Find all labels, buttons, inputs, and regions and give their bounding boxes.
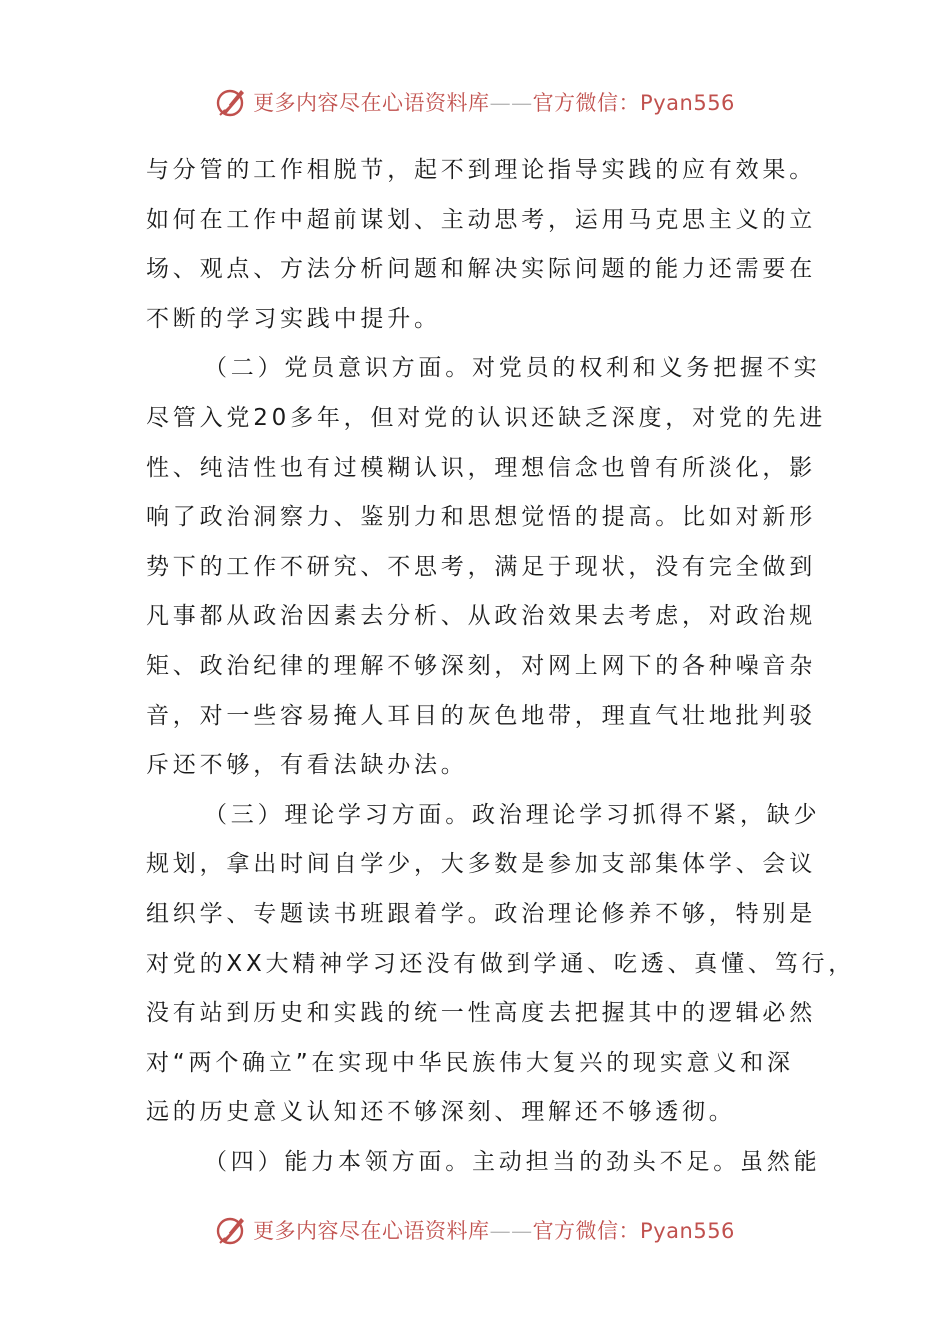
banner-text: 更多内容尽在心语资料库——官方微信：Pyan556 [253,91,735,115]
section-heading-line: （二）党员意识方面。对党员的权利和义务把握不实 [204,355,821,382]
text-line: 凡事都从政治因素去分析、从政治效果去考虑，对政治规 [146,603,816,630]
text-line: 性、纯洁性也有过模糊认识，理想信念也曾有所淡化，影 [146,454,816,481]
text-line: 远的历史意义认知还不够深刻、理解还不够透彻。 [146,1099,736,1126]
text-line: 组织学、专题读书班跟着学。政治理论修养不够，特别是 [146,900,816,927]
text-line: 矩、政治纪律的理解不够深刻，对网上网下的各种噪音杂 [146,652,816,679]
text-line: 响了政治洞察力、鉴别力和思想觉悟的提高。比如对新形 [146,504,816,531]
text-line: 没有站到历史和实践的统一性高度去把握其中的逻辑必然 [146,1000,816,1027]
document-body [146,146,856,1187]
text-line: 如何在工作中超前谋划、主动思考，运用马克思主义的立 [146,206,816,233]
text-line: 场、观点、方法分析问题和解决实际问题的能力还需要在 [146,256,816,283]
section-heading-line: （三）理论学习方面。政治理论学习抓得不紧，缺少 [204,801,821,828]
text-line: 尽管入党20多年，但对党的认识还缺乏深度，对党的先进 [146,404,827,431]
text-line: 势下的工作不研究、不思考，满足于现状，没有完全做到 [146,553,816,580]
text-line: 不断的学习实践中提升。 [146,305,441,332]
section-heading-line: （四）能力本领方面。主动担当的劲头不足。虽然能 [204,1148,821,1175]
footer-watermark-banner [0,1210,950,1250]
text-line: 斥还不够，有看法缺办法。 [146,752,468,779]
text-line: 对“两个确立”在实现中华民族伟大复兴的现实意义和深 [146,1049,794,1076]
banner-text: 更多内容尽在心语资料库——官方微信：Pyan556 [253,1219,735,1243]
quill-pen-logo-icon [215,85,249,119]
text-line: 规划，拿出时间自学少，大多数是参加支部集体学、会议 [146,851,816,878]
text-line: 与分管的工作相脱节，起不到理论指导实践的应有效果。 [146,157,816,183]
quill-pen-logo-icon [215,1213,249,1247]
header-watermark-banner [0,82,950,122]
text-line: 对党的XX大精神学习还没有做到学通、吃透、真懂、笃行， [146,950,856,977]
text-line: 音，对一些容易掩人耳目的灰色地带，理直气壮地批判驳 [146,702,816,729]
